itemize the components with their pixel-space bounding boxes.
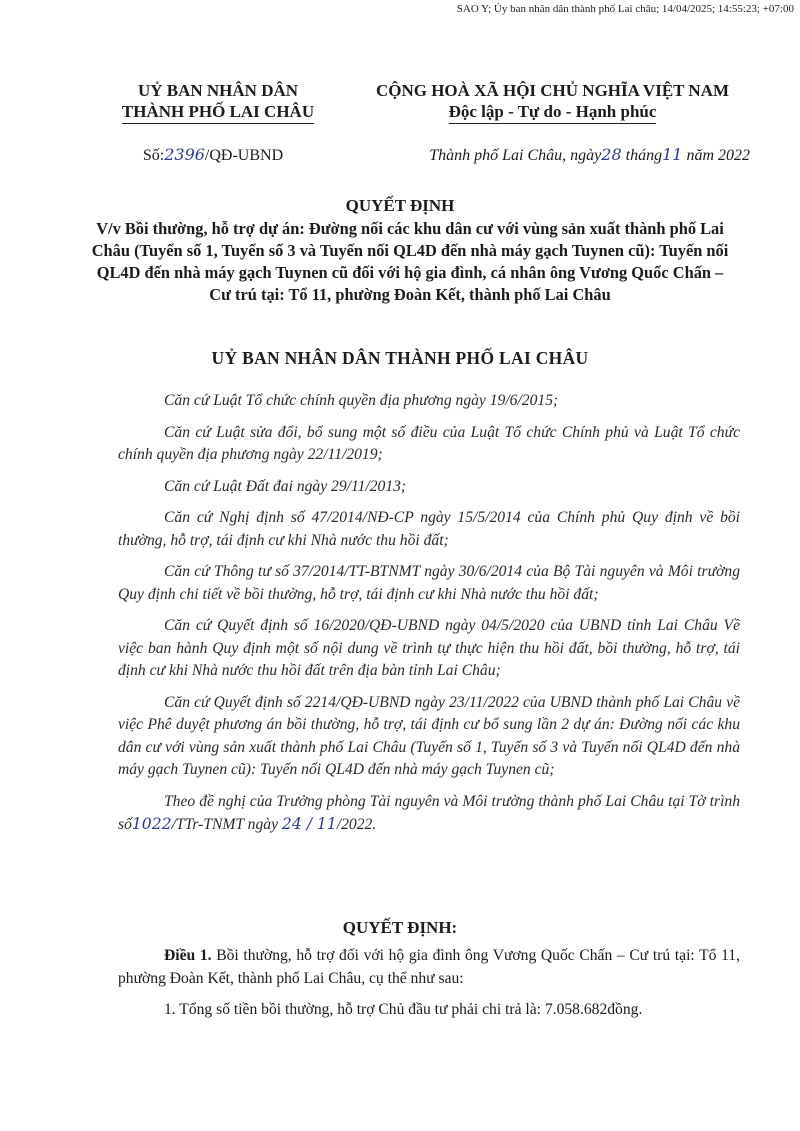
doc-number-prefix: Số: [142, 147, 165, 164]
document-title: QUYẾT ĐỊNH [345, 196, 455, 215]
article-1-label: Điều 1. [164, 947, 212, 964]
nation-line-2: Độc lập - Tự do - Hạnh phúc [449, 101, 657, 124]
issuing-authority-heading: UỶ BAN NHÂN DÂN THÀNH PHỐ LAI CHÂU [211, 348, 589, 368]
national-motto [355, 80, 750, 124]
decision-heading: QUYẾT ĐỊNH: [342, 918, 458, 937]
article-1 [118, 945, 740, 990]
legal-basis-item: Căn cứ Luật sửa đổi, bổ sung một số điều của Luật Tổ chức Chính phủ và Luật Tổ chức chính quyền địa phương ngày 22/11/2019; [118, 423, 740, 463]
month-label: tháng [625, 147, 663, 164]
proposal-number-handwritten: 1022 [131, 815, 172, 833]
legal-basis-item: Căn cứ Luật Đất đai ngày 29/11/2013; [164, 477, 407, 495]
legal-basis-item: Căn cứ Quyết định số 16/2020/QĐ-UBND ngày 04/5/2020 của UBND tỉnh Lai Châu Về việc ban hành Quy định một số nội dung về trình tự thực hiện thu hồi đất, bồi thường, hỗ trợ, tái định cư khi Nhà nước thu hồi đất trên địa bàn tỉnh Lai Châu; [118, 617, 740, 679]
digital-copy-stamp: SAO Y; Ủy ban nhân dân thành phố Lai châu; 14/04/2025; 14:55:23; +07:00 [456, 3, 794, 15]
proposal-paragraph [118, 791, 740, 837]
date-month-handwritten: 11 [662, 145, 683, 164]
doc-number-suffix: /QĐ-UBND [204, 147, 284, 164]
agency-line-2: THÀNH PHỐ LAI CHÂU [122, 101, 314, 124]
document-subject: V/v Bồi thường, hỗ trợ dự án: Đường nối các khu dân cư với vùng sản xuất thành phố Lai Châu (Tuyến số 1, Tuyến số 3 và Tuyến nối QL4D đến nhà máy gạch Tuynen cũ): Tuyến nối QL4D đến nhà máy gạch Tuynen cũ đối với hộ gia đình, cá nhân ông Vương Quốc Chấn – Cư trú tại: Tổ 11, phường Đoàn Kết, thành phố Lai Châu [91, 219, 729, 304]
decision-body [118, 945, 740, 1031]
legal-basis-item: Căn cứ Quyết định số 2214/QĐ-UBND ngày 23/11/2022 của UBND thành phố Lai Châu về việc Phê duyệt phương án bồi thường, hỗ trợ, tái định cư bổ sung lần 2 dự án: Đường nối các khu dân cư với vùng sản xuất thành phố Lai Châu (Tuyến số 1, Tuyến số 3 và Tuyến nối QL4D đến nhà máy gạch Tuynen cũ): Tuyến nối QL4D đến nhà máy gạch Tuynen cũ; [118, 693, 740, 778]
issuing-agency [88, 80, 348, 124]
proposal-text-before: Theo đề nghị của Trưởng phòng Tài nguyên và Môi trường thành phố Lai Châu tại Tờ trình số [118, 792, 740, 833]
legal-basis-item: Căn cứ Luật Tổ chức chính quyền địa phương ngày 19/6/2015; [164, 392, 559, 409]
proposal-text-middle: /TTr-TNMT ngày [171, 816, 278, 833]
place-text: Thành phố Lai Châu, ngày [429, 147, 602, 164]
date-day-handwritten: 28 [601, 145, 622, 164]
legal-basis-section [118, 390, 740, 846]
proposal-date-handwritten: 24 / 11 [281, 815, 337, 833]
agency-line-1: UỶ BAN NHÂN DÂN [137, 81, 299, 100]
article-1-text: Bồi thường, hỗ trợ đối với hộ gia đình ông Vương Quốc Chấn – Cư trú tại: Tổ 11, phường Đoàn Kết, thành phố Lai Châu, cụ thể như sau: [118, 947, 740, 987]
doc-number-handwritten: 2396 [164, 145, 205, 164]
legal-basis-item: Căn cứ Thông tư số 37/2014/TT-BTNMT ngày 30/6/2014 của Bộ Tài nguyên và Môi trường Quy định chi tiết về bồi thường, hỗ trợ, tái định cư khi Nhà nước thu hồi đất; [118, 563, 740, 603]
nation-line-1: CỘNG HOÀ XÃ HỘI CHỦ NGHĨA VIỆT NAM [375, 81, 730, 100]
year-label: năm 2022 [686, 147, 750, 164]
place-and-date [360, 145, 750, 165]
document-number [88, 145, 338, 165]
article-1-item-1: 1. Tổng số tiền bồi thường, hỗ trợ Chủ đầu tư phải chi trả là: 7.058.682đồng. [164, 1001, 643, 1018]
legal-basis-item: Căn cứ Nghị định số 47/2014/NĐ-CP ngày 15/5/2014 của Chính phủ Quy định về bồi thường, hỗ trợ, tái định cư khi Nhà nước thu hồi đất; [118, 509, 740, 549]
proposal-text-after: /2022. [336, 816, 377, 833]
